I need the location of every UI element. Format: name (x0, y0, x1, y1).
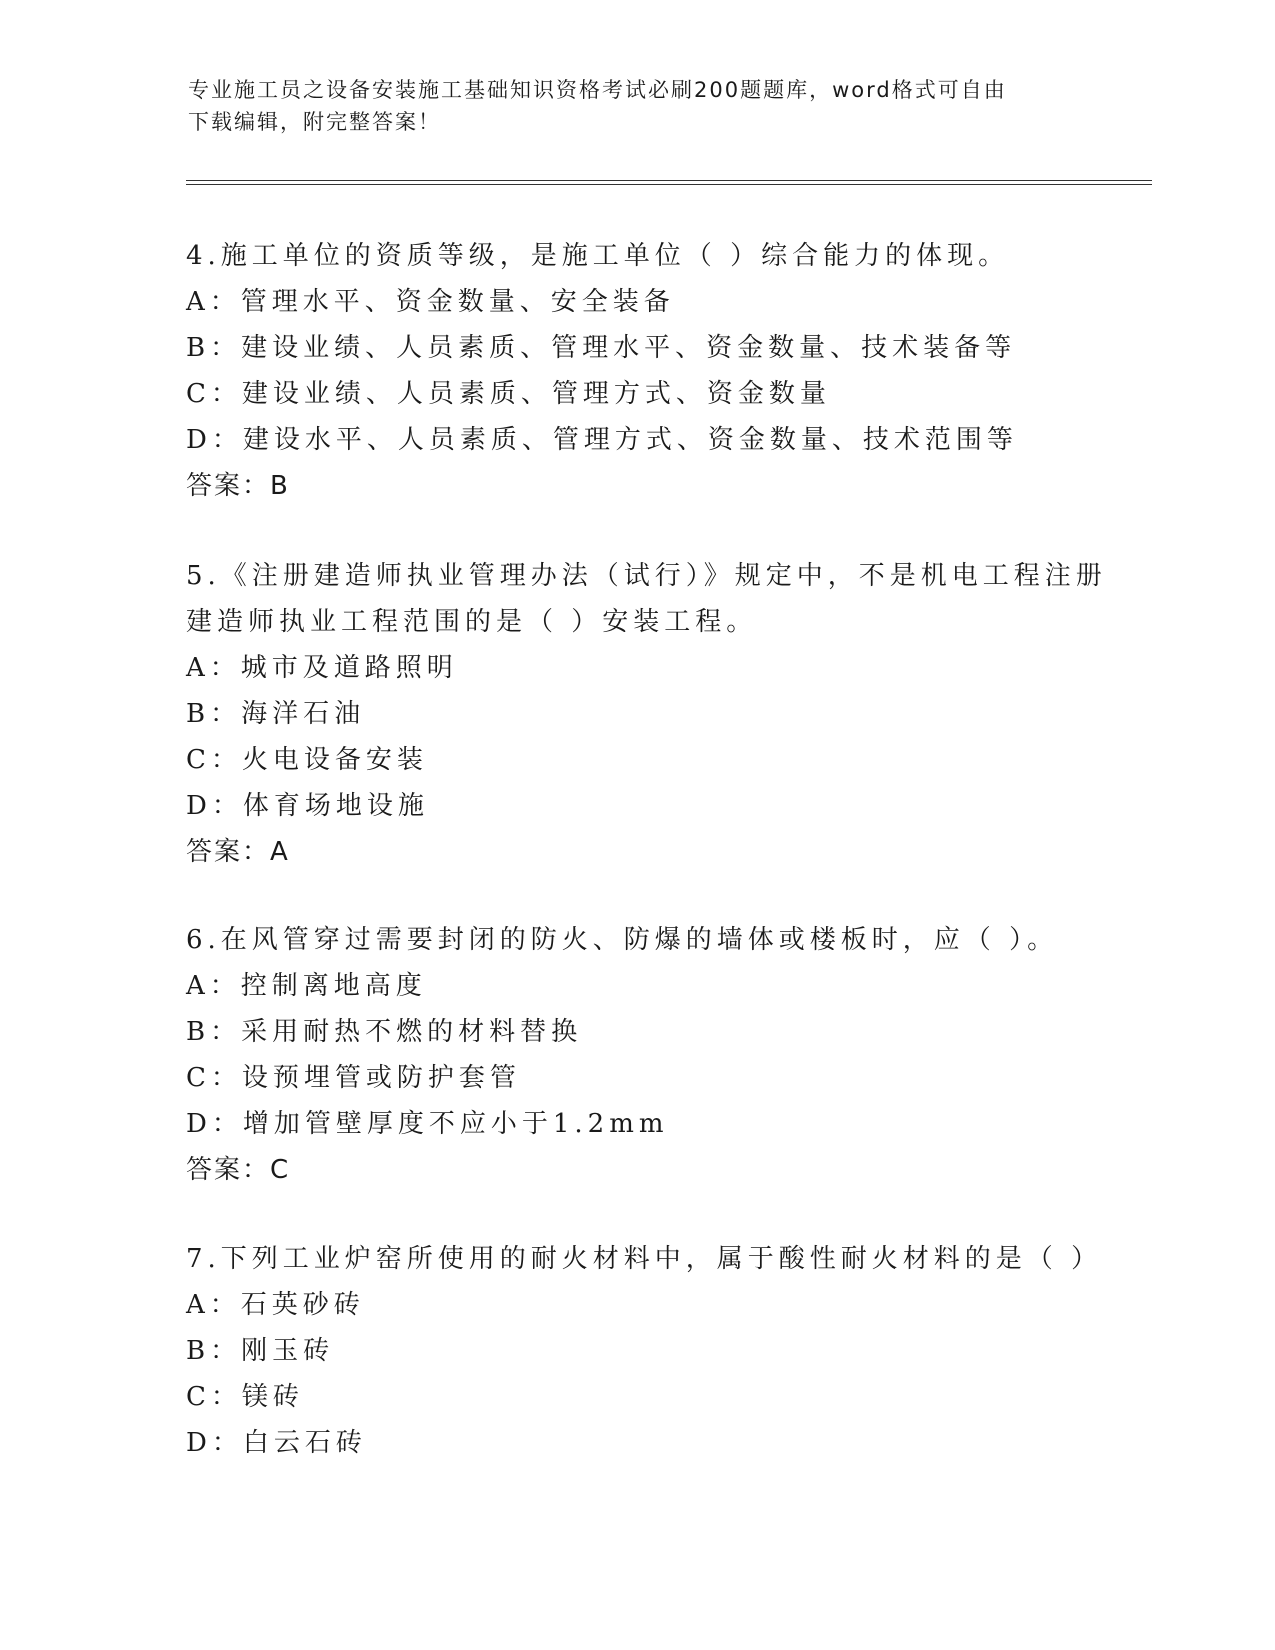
header-divider-bottom (186, 184, 1152, 185)
question-text: 6.在风管穿过需要封闭的防火、防爆的墙体或楼板时，应（ ）。 (186, 925, 1059, 955)
option-c: C：设预埋管或防护套管 (186, 1063, 521, 1093)
option-d: D：白云石砖 (186, 1428, 367, 1458)
header-line-2: 下载编辑，附完整答案！ (188, 110, 441, 134)
option-a: A：控制离地高度 (186, 971, 427, 1001)
option-d: D：建设水平、人员素质、管理方式、资金数量、技术范围等 (186, 425, 1018, 455)
question-block (186, 233, 1086, 509)
option-a: A：城市及道路照明 (186, 653, 458, 683)
question-text: 4.施工单位的资质等级，是施工单位（ ）综合能力的体现。 (186, 241, 1010, 271)
question-text-continued: 建造师执业工程范围的是（ ）安装工程。 (186, 607, 758, 637)
option-b: B：海洋石油 (186, 699, 366, 729)
option-a: A：石英砂砖 (186, 1290, 365, 1320)
header-divider-top (186, 180, 1152, 181)
answer-text: 答案：A (186, 837, 290, 867)
option-d: D：体育场地设施 (186, 791, 429, 821)
question-text: 5.《注册建造师执业管理办法（试行）》规定中，不是机电工程注册 (186, 561, 1107, 591)
document-header (188, 74, 1068, 138)
answer-text: 答案：C (186, 1155, 291, 1185)
question-block (186, 917, 1086, 1193)
option-c: C：镁砖 (186, 1382, 304, 1412)
question-block (186, 553, 1107, 875)
option-b: B：刚玉砖 (186, 1336, 335, 1366)
question-text: 7.下列工业炉窑所使用的耐火材料中，属于酸性耐火材料的是（ ） (186, 1244, 1103, 1274)
option-d: D：增加管壁厚度不应小于1.2mm (186, 1109, 669, 1139)
option-b: B：建设业绩、人员素质、管理水平、资金数量、技术装备等 (186, 333, 1017, 363)
header-line-1: 专业施工员之设备安装施工基础知识资格考试必刷200题题库，word格式可自由 (188, 78, 1007, 102)
option-b: B：采用耐热不燃的材料替换 (186, 1017, 583, 1047)
option-c: C：建设业绩、人员素质、管理方式、资金数量 (186, 379, 831, 409)
question-block (186, 1236, 1103, 1466)
option-c: C：火电设备安装 (186, 745, 428, 775)
answer-text: 答案：B (186, 471, 290, 501)
option-a: A：管理水平、资金数量、安全装备 (186, 287, 675, 317)
